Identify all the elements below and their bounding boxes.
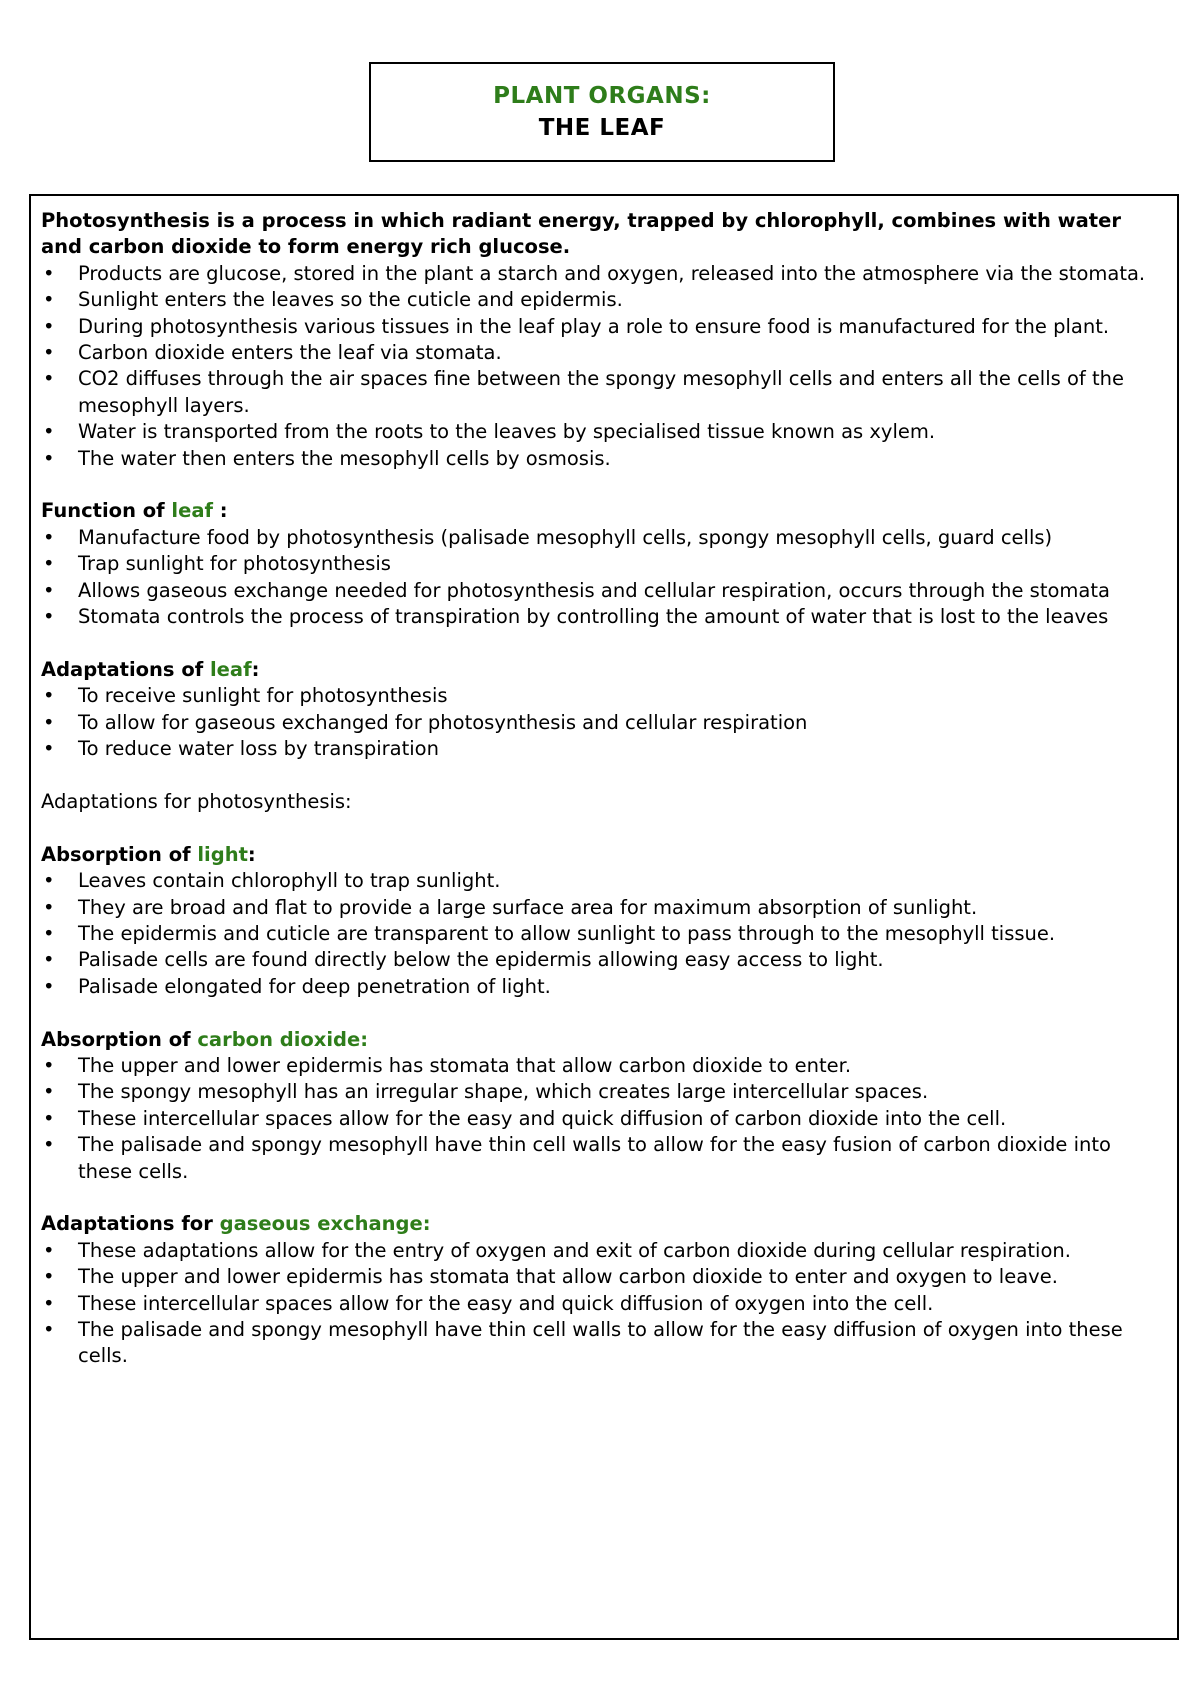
heading-prefix: Adaptations of [41, 657, 210, 681]
heading-prefix: Function of [41, 499, 172, 523]
title-line-2: THE LEAF [538, 115, 666, 141]
heading-suffix: : [247, 842, 256, 866]
list-item: • These intercellular spaces allow for the easy and quick diffusion of carbon dioxide into the cell. [41, 1106, 1167, 1132]
adaptations-list [41, 683, 1167, 762]
list-item: • The epidermis and cuticle are transparent to allow sunlight to pass through to the mesophyll tissue. [41, 921, 1167, 947]
content-box [29, 194, 1179, 1640]
list-item: • The upper and lower epidermis has stomata that allow carbon dioxide to enter. [41, 1053, 1167, 1079]
heading-highlight: carbon dioxide: [197, 1027, 369, 1051]
content [41, 208, 1167, 1370]
list-item: • The spongy mesophyll has an irregular shape, which creates large intercellular spaces. [41, 1079, 1167, 1105]
list-item: • During photosynthesis various tissues in the leaf play a role to ensure food is manufactured for the plant. [41, 314, 1167, 340]
light-list [41, 868, 1167, 1000]
heading-prefix: Absorption of [41, 842, 198, 866]
list-item: • These adaptations allow for the entry of oxygen and exit of carbon dioxide during cellular respiration. [41, 1238, 1167, 1264]
list-item: • Trap sunlight for photosynthesis [41, 551, 1167, 577]
function-list [41, 525, 1167, 631]
heading-highlight: gaseous exchange: [219, 1212, 431, 1236]
heading-suffix: : [251, 657, 260, 681]
heading-highlight: light [197, 842, 248, 866]
list-item: • Palisade cells are found directly below the epidermis allowing easy access to light. [41, 947, 1167, 973]
list-item: • Leaves contain chlorophyll to trap sunlight. [41, 868, 1167, 894]
intro-list [41, 261, 1167, 472]
list-item: • To reduce water loss by transpiration [41, 736, 1167, 762]
adaptations-heading [41, 657, 1167, 683]
gas-heading [41, 1211, 1167, 1237]
list-item: • These intercellular spaces allow for the easy and quick diffusion of oxygen into the cell. [41, 1291, 1167, 1317]
function-heading [41, 498, 1167, 524]
list-item: • Stomata controls the process of transpiration by controlling the amount of water that is lost to the leaves [41, 604, 1167, 630]
list-item: • Allows gaseous exchange needed for photosynthesis and cellular respiration, occurs through the stomata [41, 578, 1167, 604]
list-item: • The palisade and spongy mesophyll have thin cell walls to allow for the easy diffusion of oxygen into these cells. [41, 1317, 1167, 1370]
list-item: • Sunlight enters the leaves so the cuticle and epidermis. [41, 287, 1167, 313]
heading-prefix: Absorption of [41, 1027, 198, 1051]
title-box [369, 62, 835, 162]
list-item: • The palisade and spongy mesophyll have thin cell walls to allow for the easy fusion of carbon dioxide into these cells. [41, 1132, 1167, 1185]
list-item: • To allow for gaseous exchanged for photosynthesis and cellular respiration [41, 710, 1167, 736]
heading-highlight: leaf [210, 657, 252, 681]
photosynthesis-intro: Adaptations for photosynthesis: [41, 789, 352, 813]
list-item: • Carbon dioxide enters the leaf via stomata. [41, 340, 1167, 366]
light-heading [41, 842, 1167, 868]
intro-heading: Photosynthesis is a process in which radiant energy, trapped by chlorophyll, combines with water and carbon dioxide to form energy rich glucose. [41, 209, 1121, 259]
heading-prefix: Adaptations for [41, 1212, 220, 1236]
heading-suffix: : [212, 499, 228, 523]
list-item: • Products are glucose, stored in the plant a starch and oxygen, released into the atmosphere via the stomata. [41, 261, 1167, 287]
list-item: • Palisade elongated for deep penetration of light. [41, 974, 1167, 1000]
list-item: • To receive sunlight for photosynthesis [41, 683, 1167, 709]
co2-heading [41, 1027, 1167, 1053]
gas-list [41, 1238, 1167, 1370]
list-item: • The upper and lower epidermis has stomata that allow carbon dioxide to enter and oxygen to leave. [41, 1264, 1167, 1290]
co2-list [41, 1053, 1167, 1185]
heading-highlight: leaf [171, 499, 213, 523]
title-line-1: PLANT ORGANS: [493, 83, 711, 109]
list-item: • Manufacture food by photosynthesis (palisade mesophyll cells, spongy mesophyll cells, guard cells) [41, 525, 1167, 551]
list-item: • The water then enters the mesophyll cells by osmosis. [41, 446, 1167, 472]
list-item: • Water is transported from the roots to the leaves by specialised tissue known as xylem. [41, 419, 1167, 445]
list-item: • CO2 diffuses through the air spaces fine between the spongy mesophyll cells and enters all the cells of the mesophyll layers. [41, 366, 1167, 419]
list-item: • They are broad and flat to provide a large surface area for maximum absorption of sunlight. [41, 895, 1167, 921]
